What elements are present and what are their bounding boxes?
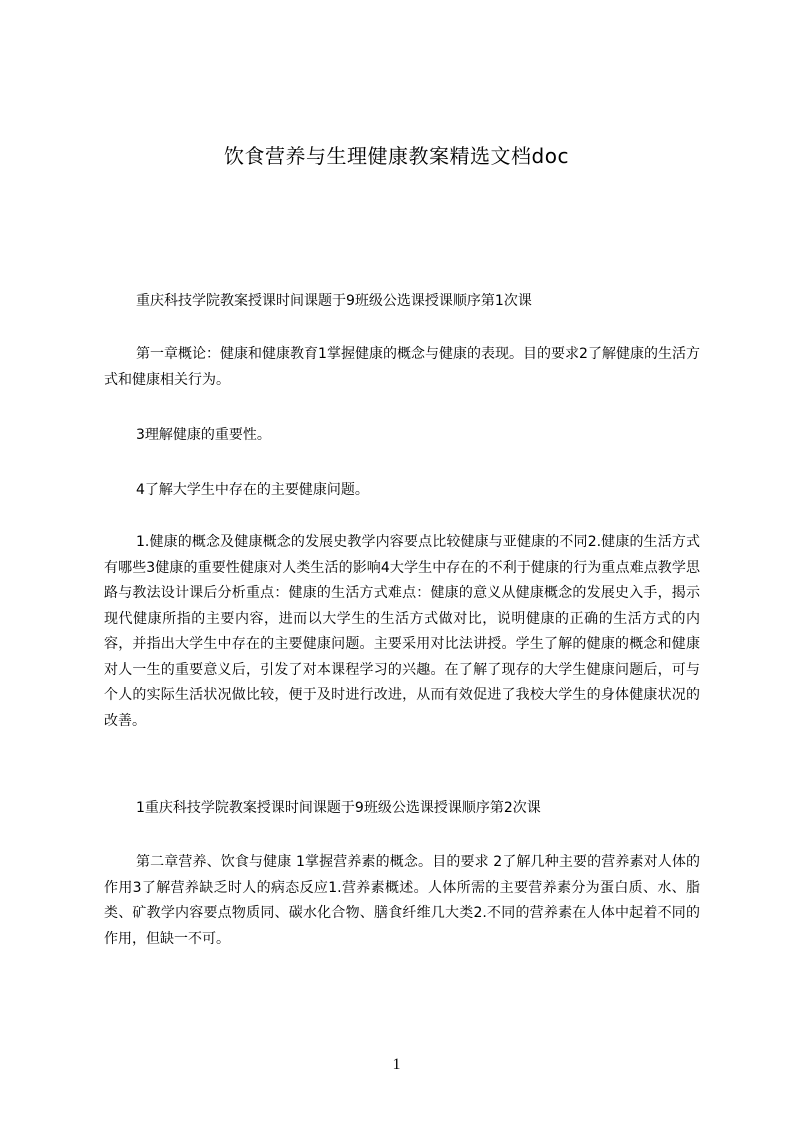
document-title: 饮食营养与生理健康教案精选文档doc [224,144,569,168]
paragraph-objective-3: 3理解健康的重要性。 [136,427,271,443]
paragraph-lesson-2-header: 1重庆科技学院教案授课时间课题于9班级公选课授课顺序第2次课 [136,800,541,816]
paragraph-teaching-content: 1.健康的概念及健康概念的发展史教学内容要点比较健康与亚健康的不同2.健康的生活方式有哪些3健康的重要性健康对人类生活的影响4大学生中存在的不利于健康的行为重点难点教学思路与教法设计课后分析重点：健康的生活方式难点：健康的意义从健康概念的发展史入手，揭示现代健康所指的主要内容，进而以大学生的生活方式做对比，说明健康的正确的生活方式的内容，并指出大学生中存在的主要健康问题。主要采用对比法讲授。学生了解的健康的概念和健康对人一生的重要意义后，引发了对本课程学习的兴趣。在了解了现存的大学生健康问题后，可与个人的实际生活状况做比较，便于及时进行改进，从而有效促进了我校大学生的身体健康状况的改善。 [104,534,700,729]
paragraph-chapter-1-intro: 第一章概论：健康和健康教育1掌握健康的概念与健康的表现。目的要求2了解健康的生活方式和健康相关行为。 [104,346,700,388]
paragraph-chapter-2-intro: 第二章营养、饮食与健康 1掌握营养素的概念。目的要求 2了解几种主要的营养素对人体的作用3了解营养缺乏时人的病态反应1.营养素概述。人体所需的主要营养素分为蛋白质、水、脂类、矿教学内容要点物质同、碳水化合物、膳食纤维几大类2.不同的营养素在人体中起着不同的作用，但缺一不可。 [104,854,700,947]
page-number: 1 [392,1056,401,1073]
paragraph-lesson-1-header: 重庆科技学院教案授课时间课题于9班级公选课授课顺序第1次课 [136,293,532,309]
paragraph-objective-4: 4了解大学生中存在的主要健康问题。 [136,482,369,498]
